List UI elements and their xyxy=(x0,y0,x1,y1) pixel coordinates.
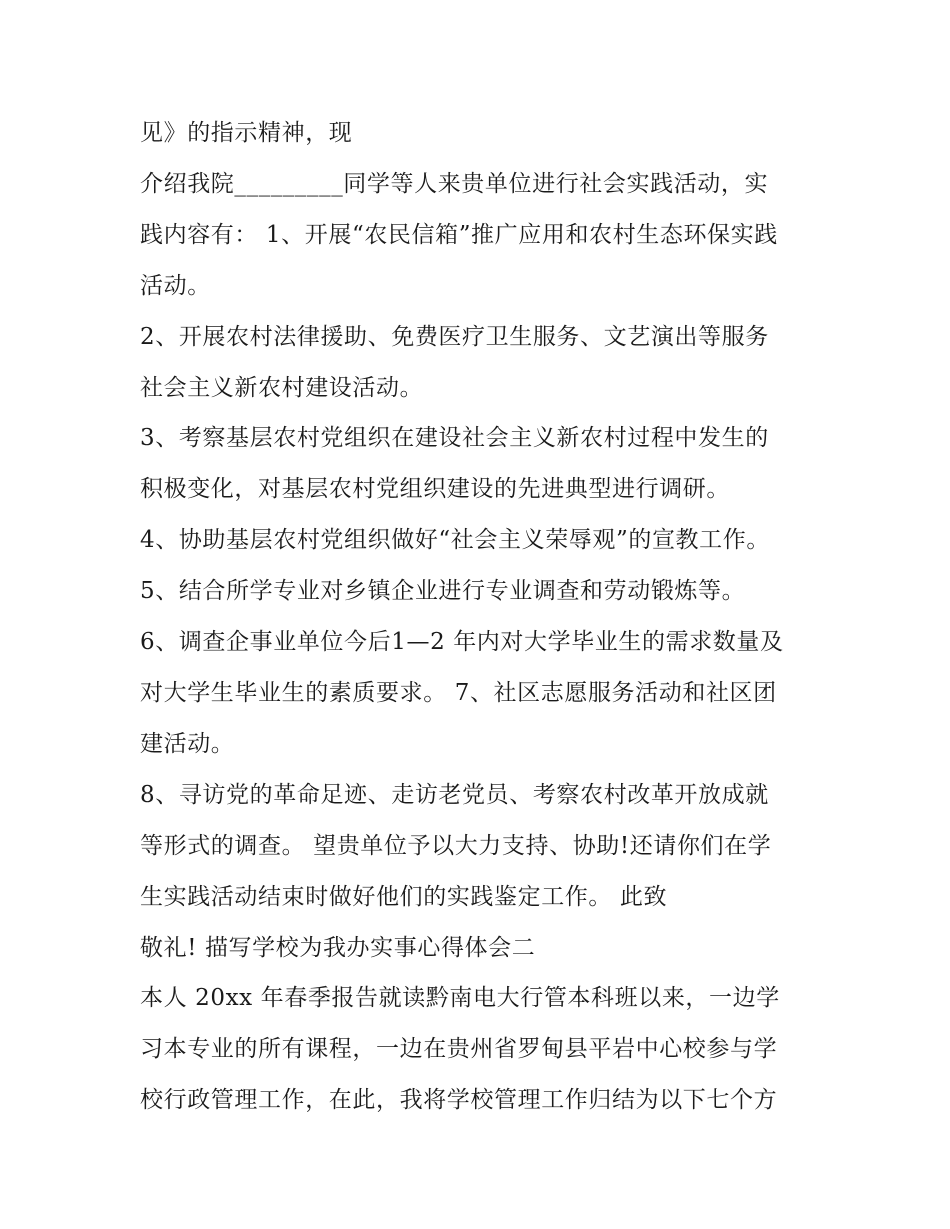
text-line: 2、开展农村法律援助、免费医疗卫生服务、文艺演出等服务 xyxy=(140,323,769,350)
text-line: 校行政管理工作，在此，我将学校管理工作归结为以下七个方 xyxy=(140,1087,778,1114)
text-line: 对大学生毕业生的素质要求。 7、社区志愿服务活动和社区团 xyxy=(140,679,777,706)
text-line: 8、寻访党的革命足迹、走访老党员、考察农村改革开放成就 xyxy=(140,781,769,808)
text-line: 5、结合所学专业对乡镇企业进行专业调查和劳动锻炼等。 xyxy=(140,578,746,605)
text-line: 介绍我院_________同学等人来贵单位进行社会实践活动，实 xyxy=(140,170,769,197)
text-line: 社会主义新农村建设活动。 xyxy=(140,374,424,401)
text-line: 生实践活动结束时做好他们的实践鉴定工作。 此致 xyxy=(140,883,668,910)
text-line: 践内容有： 1、开展“农民信箱”推广应用和农村生态环保实践 xyxy=(140,221,778,248)
text-line: 积极变化，对基层农村党组织建设的先进典型进行调研。 xyxy=(140,476,730,503)
text-line: 4、协助基层农村党组织做好“社会主义荣辱观”的宣教工作。 xyxy=(140,527,770,554)
text-line: 等形式的调查。 望贵单位予以大力支持、协助!还请你们在学 xyxy=(140,832,772,859)
text-line: 活动。 xyxy=(140,272,211,299)
text-line: 3、考察基层农村党组织在建设社会主义新农村过程中发生的 xyxy=(140,425,769,452)
text-line: 敬礼! 描写学校为我办实事心得体会二 xyxy=(140,934,536,961)
text-line: 6、调查企事业单位今后1—2 年内对大学毕业生的需求数量及 xyxy=(140,629,784,656)
text-line: 本人 20xx 年春季报告就读黔南电大行管本科班以来，一边学 xyxy=(140,985,780,1012)
text-line: 习本专业的所有课程，一边在贵州省罗甸县平岩中心校参与学 xyxy=(140,1036,778,1063)
document-body xyxy=(140,108,830,1126)
text-line: 见》的指示精神，现 xyxy=(140,120,353,146)
text-line: 建活动。 xyxy=(140,730,235,757)
